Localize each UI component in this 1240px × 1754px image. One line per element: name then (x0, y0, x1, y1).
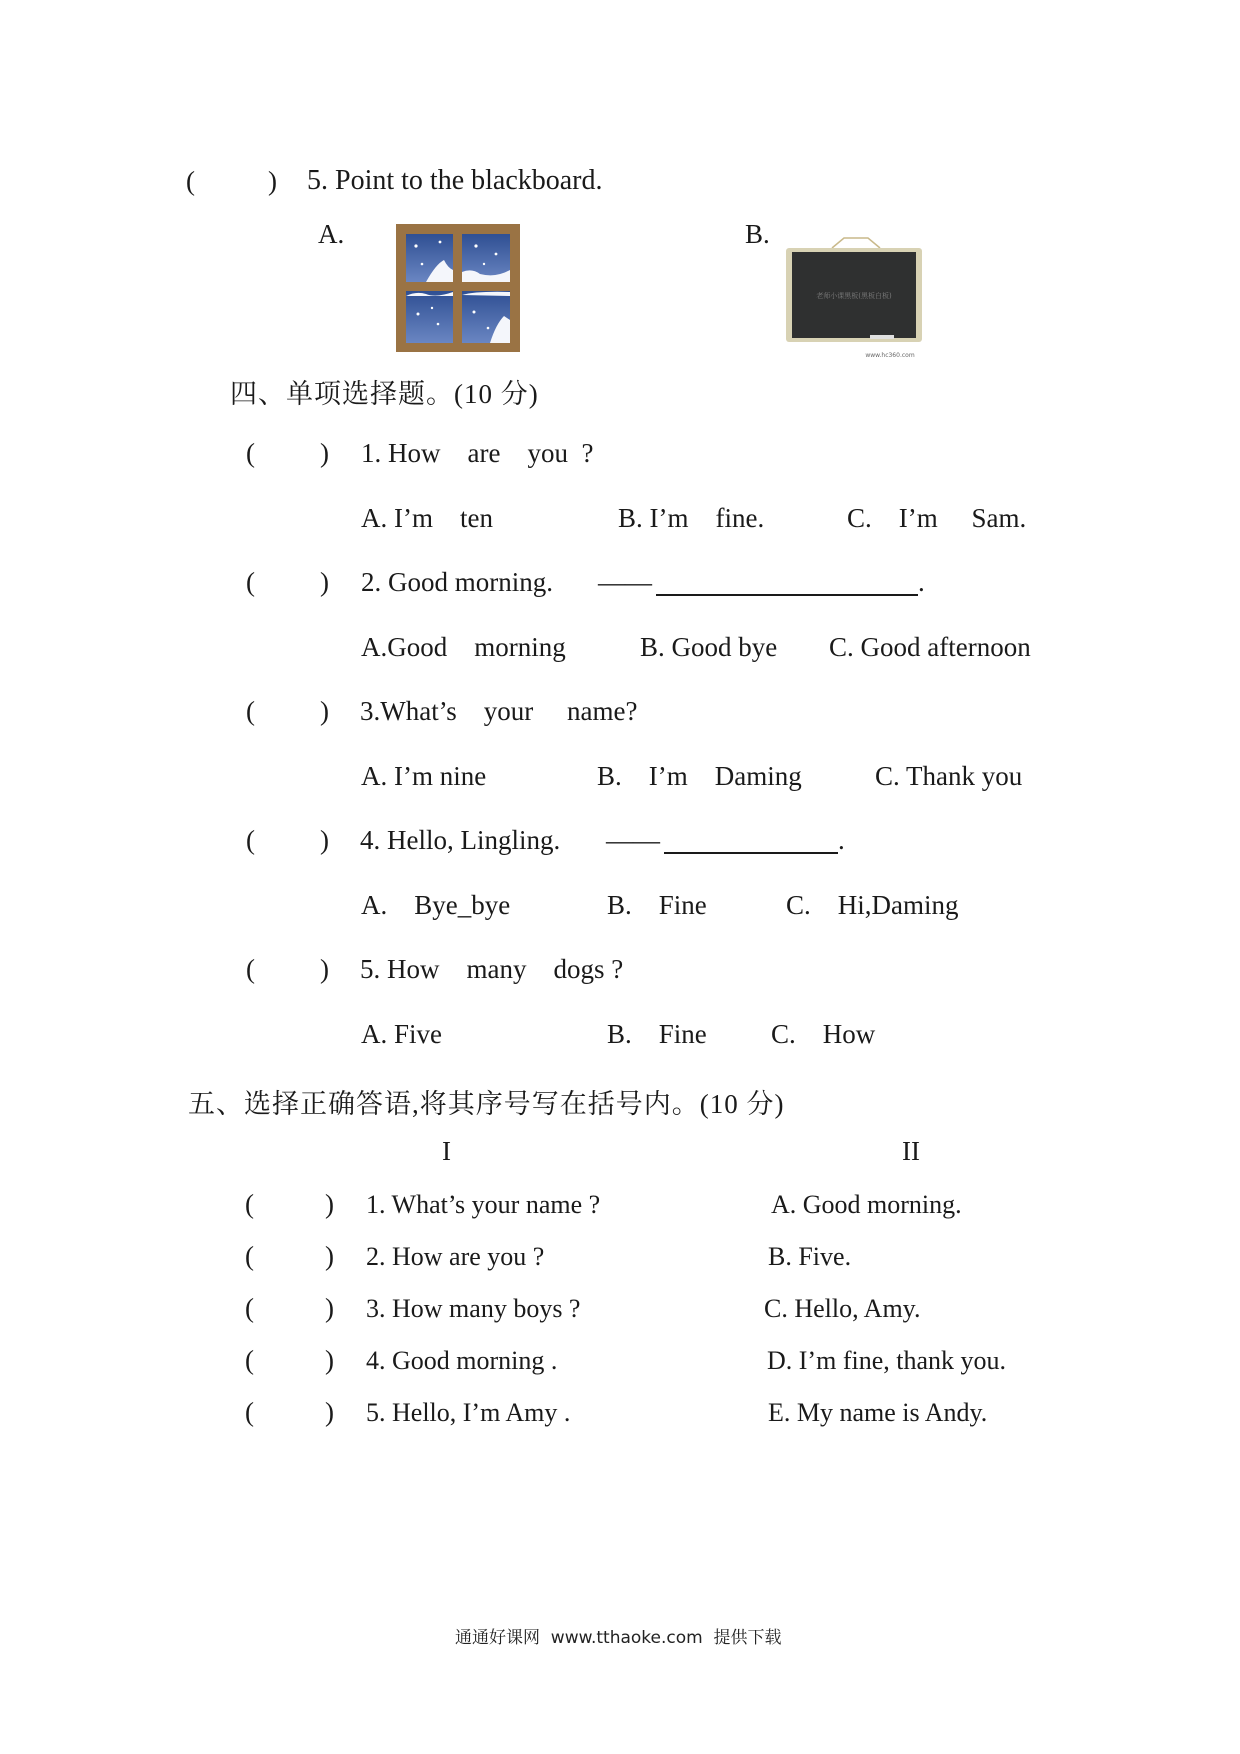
answer-paren-right: ) (320, 954, 329, 984)
dash: —— (606, 825, 660, 855)
match-answer: A. Good morning. (771, 1190, 962, 1219)
match-answer: C. Hello, Amy. (764, 1294, 921, 1323)
option-c: C. I’m Sam. (847, 503, 1027, 533)
board-caption: www.hc360.com (865, 352, 915, 359)
option-b: B. Fine (607, 1019, 707, 1049)
option-b-label: B. (745, 219, 770, 249)
period: . (838, 825, 845, 855)
option-b: B. I’m Daming (597, 761, 802, 791)
option-b: B. Good bye (640, 632, 778, 662)
blackboard-image (784, 236, 924, 360)
match-question: 4. Good morning . (366, 1346, 558, 1375)
match-question: 5. Hello, I’m Amy . (366, 1398, 571, 1427)
match-question: 1. What’s your name ? (366, 1190, 601, 1219)
option-b: B. Fine (607, 890, 707, 920)
question-text: 3.What’s your name? (360, 696, 638, 726)
option-a: A. I’m nine (361, 761, 487, 791)
option-a: A.Good morning (361, 632, 566, 662)
answer-paren-left[interactable]: ( (246, 567, 255, 597)
answer-paren-right: ) (325, 1189, 334, 1219)
option-c: C. How (771, 1019, 876, 1049)
question-text: 1. How are you ? (361, 438, 594, 468)
option-c: C. Thank you (875, 761, 1023, 791)
option-b: B. I’m fine. (618, 503, 765, 533)
answer-paren-left[interactable]: ( (245, 1241, 254, 1271)
answer-blank[interactable] (656, 594, 918, 596)
answer-paren-left[interactable]: ( (245, 1189, 254, 1219)
match-answer: B. Five. (768, 1242, 852, 1271)
answer-paren-right: ) (320, 696, 329, 726)
board-text: 老师小课黑板(黑板白板) (816, 292, 892, 300)
answer-paren-left[interactable]: ( (246, 696, 255, 726)
option-a-label: A. (318, 219, 345, 249)
answer-paren-right: ) (325, 1293, 334, 1323)
answer-paren-left[interactable]: ( (245, 1293, 254, 1323)
question-text: 5. How many dogs ? (360, 954, 624, 984)
answer-paren-right: ) (325, 1345, 334, 1375)
answer-paren-left[interactable]: ( (245, 1345, 254, 1375)
column-header-i: I (442, 1136, 451, 1166)
answer-paren-right: ) (320, 825, 329, 855)
match-question: 2. How are you ? (366, 1242, 545, 1271)
section-heading: 四、单项选择题。(10 分) (230, 379, 539, 409)
question-text: 2. Good morning. (361, 567, 553, 597)
question-text: 4. Hello, Lingling. (360, 825, 561, 855)
answer-blank[interactable] (664, 852, 838, 854)
option-a: A. Bye_bye (361, 890, 511, 920)
option-a: A. I’m ten (361, 503, 493, 533)
match-answer: E. My name is Andy. (768, 1398, 988, 1427)
question-text: 5. Point to the blackboard. (307, 165, 603, 196)
column-header-ii: II (902, 1136, 920, 1166)
match-answer: D. I’m fine, thank you. (767, 1346, 1007, 1375)
answer-paren-right: ) (325, 1397, 334, 1427)
period: . (918, 567, 925, 597)
answer-paren-left[interactable]: ( (246, 825, 255, 855)
match-question: 3. How many boys ? (366, 1294, 581, 1323)
answer-paren-left[interactable]: ( (246, 954, 255, 984)
option-c: C. Good afternoon (829, 632, 1031, 662)
option-c: C. Hi,Daming (786, 890, 959, 920)
answer-paren-left[interactable]: ( (246, 438, 255, 468)
answer-paren-left[interactable]: ( (186, 166, 195, 196)
answer-paren-right: ) (320, 438, 329, 468)
answer-paren-right: ) (268, 166, 277, 196)
window-image (396, 224, 520, 352)
option-a: A. Five (361, 1019, 442, 1049)
footer-text: 通通好课网 www.tthaoke.com 提供下载 (455, 1628, 782, 1648)
answer-paren-left[interactable]: ( (245, 1397, 254, 1427)
section-heading: 五、选择正确答语,将其序号写在括号内。(10 分) (188, 1089, 785, 1119)
answer-paren-right: ) (320, 567, 329, 597)
dash: —— (598, 567, 652, 597)
answer-paren-right: ) (325, 1241, 334, 1271)
